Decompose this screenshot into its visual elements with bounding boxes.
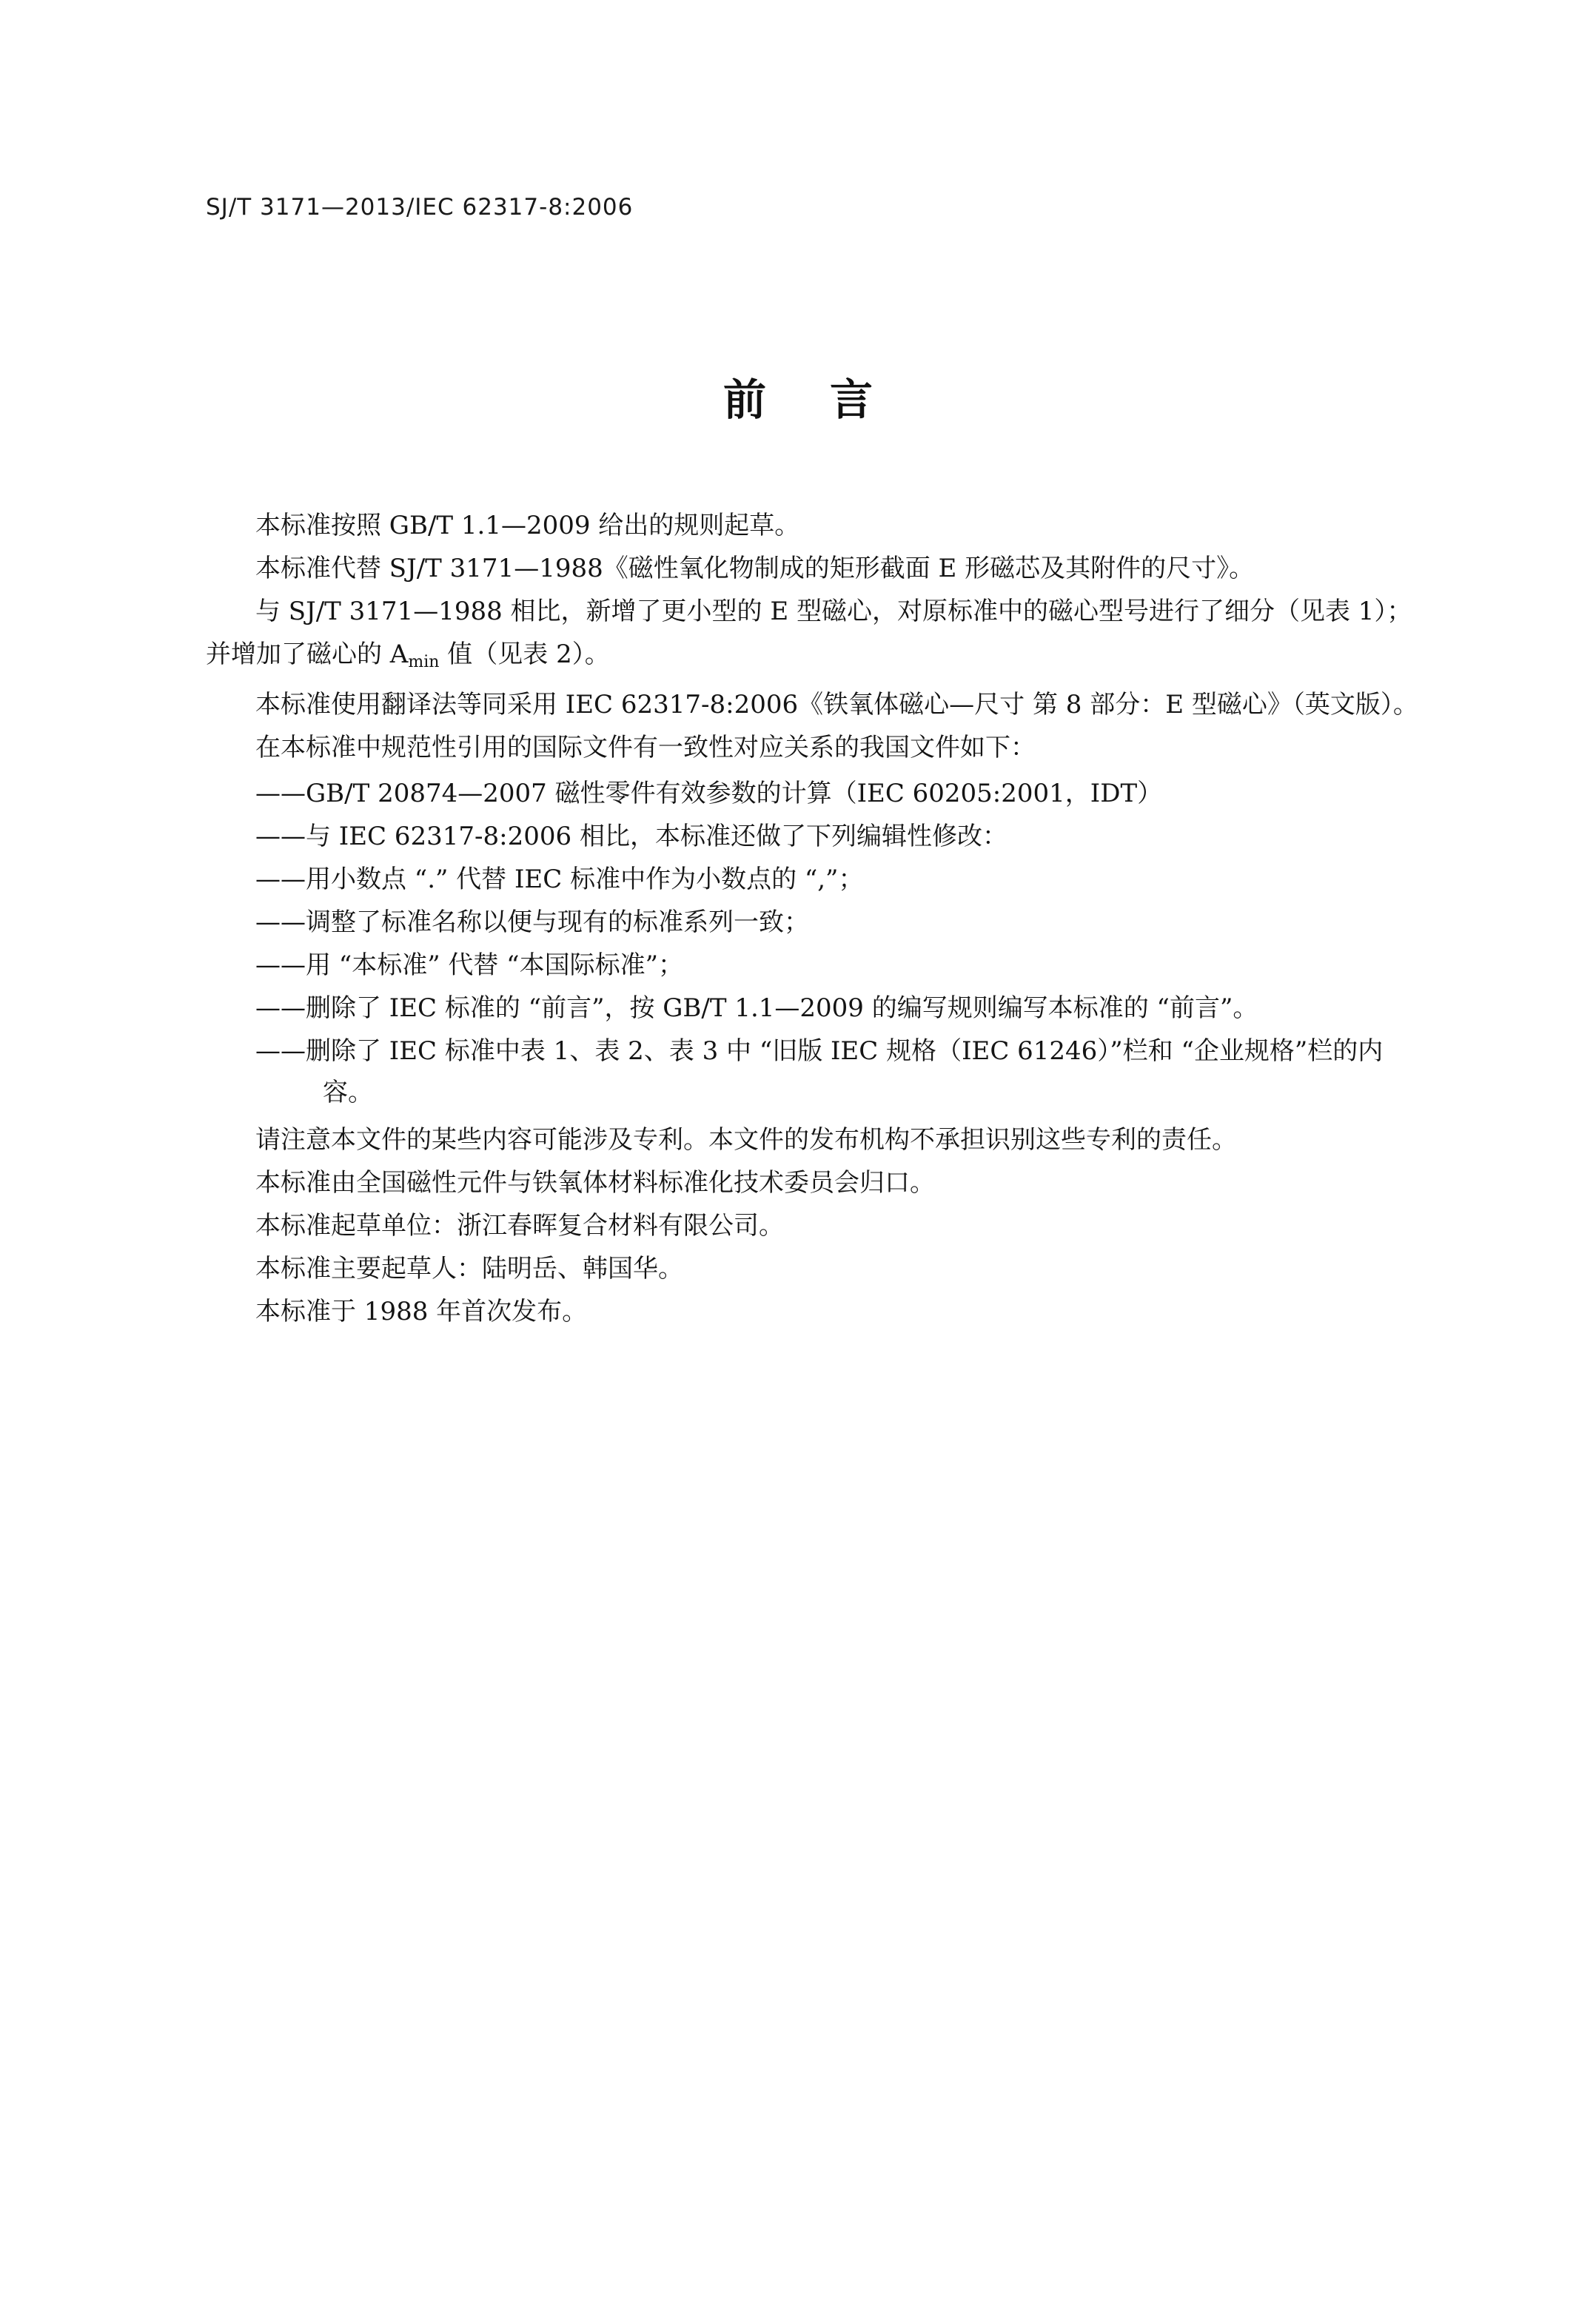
- paragraph-drafting-rules: 本标准按照 GB/T 1.1—2009 给出的规则起草。: [255, 511, 800, 540]
- list-item-gbt-20874: ——GB/T 20874—2007 磁性零件有效参数的计算（IEC 60205:2001，IDT）: [255, 779, 1163, 808]
- paragraph-first-published: 本标准于 1988 年首次发布。: [255, 1297, 588, 1326]
- amin-text-pre: 并增加了磁心的 A: [206, 640, 409, 669]
- paragraph-drafting-unit: 本标准起草单位：浙江春晖复合材料有限公司。: [255, 1211, 784, 1241]
- paragraph-drafters: 本标准主要起草人：陆明岳、韩国华。: [255, 1254, 683, 1284]
- paragraph-replaces: 本标准代替 SJ/T 3171—1988《磁性氧化物制成的矩形截面 E 形磁芯及其附件的尺寸》。: [255, 554, 1255, 583]
- paragraph-committee: 本标准由全国磁性元件与铁氧体材料标准化技术委员会归口。: [255, 1168, 935, 1198]
- list-item-title-adjusted: ——调整了标准名称以便与现有的标准系列一致；: [255, 907, 809, 937]
- list-item-decimal-point: ——用小数点 “.” 代替 IEC 标准中作为小数点的 “,”；: [255, 865, 864, 894]
- list-item-columns-deleted-line1: ——删除了 IEC 标准中表 1、表 2、表 3 中 “旧版 IEC 规格（IEC 61246）”栏和 “企业规格”栏的内: [255, 1036, 1384, 1066]
- list-item-columns-deleted-line2: 容。: [323, 1078, 373, 1107]
- amin-text-post: 值（见表 2）。: [439, 640, 610, 669]
- paragraph-changes-line1: 与 SJ/T 3171—1988 相比，新增了更小型的 E 型磁心，对原标准中的磁心型号进行了细分（见表 1）；: [255, 597, 1412, 626]
- amin-subscript: min: [408, 653, 440, 671]
- paragraph-adoption: 本标准使用翻译法等同采用 IEC 62317-8:2006《铁氧体磁心—尺寸 第 8 部分：E 型磁心》（英文版）。: [255, 690, 1418, 719]
- list-item-foreword-deleted: ——删除了 IEC 标准的 “前言”，按 GB/T 1.1—2009 的编写规则编写本标准的 “前言”。: [255, 993, 1258, 1023]
- paragraph-normative-references: 在本标准中规范性引用的国际文件有一致性对应关系的我国文件如下：: [255, 733, 1036, 762]
- document-code-header: SJ/T 3171—2013/IEC 62317-8:2006: [206, 194, 634, 221]
- paragraph-changes-line2: [206, 640, 610, 677]
- paragraph-patent-notice: 请注意本文件的某些内容可能涉及专利。本文件的发布机构不承担识别这些专利的责任。: [255, 1125, 1237, 1155]
- list-item-wording: ——用 “本标准” 代替 “本国际标准”；: [255, 950, 683, 980]
- list-item-editorial-changes: ——与 IEC 62317-8:2006 相比，本标准还做了下列编辑性修改：: [255, 822, 1007, 851]
- page-title: 前言: [722, 375, 936, 425]
